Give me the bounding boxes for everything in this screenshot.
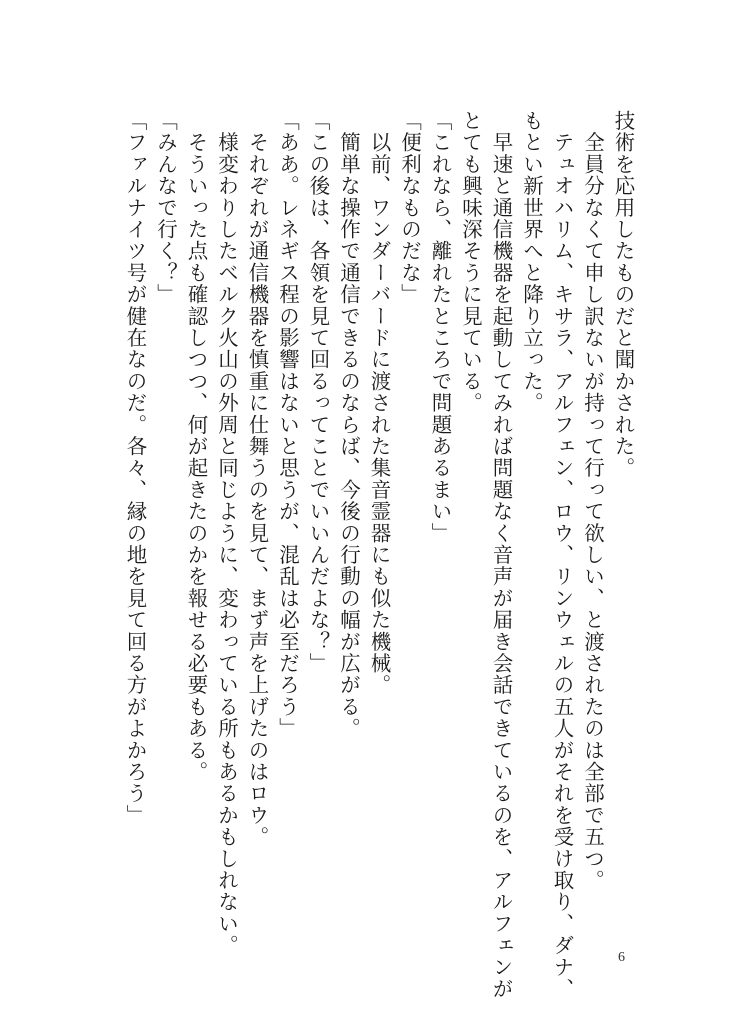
text-line: そういった点も確認しつつ、何が起きたのかを報せる必要もある。	[184, 110, 208, 783]
text-line: 「ああ。レネギス程の影響はないと思うが、混乱は必至だろう」	[275, 110, 300, 740]
text-line: 早速と通信機器を起動してみれば問題なく音声が届き会話できているのを、アルフェンが	[489, 110, 513, 1000]
text-line: テュオハリム、キサラ、アルフェン、ロウ、リンウェルの五人がそれを受け取り、ダナ、	[550, 110, 574, 1000]
text-line: 簡単な操作で通信できるのならば、今後の行動の幅が広がる。	[336, 110, 361, 740]
text-line: 「便利なものだな」	[397, 110, 422, 306]
text-line: 様変わりしたベルク火山の外周と同じように、変わっている所もあるかもしれない。	[214, 110, 239, 957]
text-line: 「この後は、各領を見て回るってことでいいんだよな？」	[306, 110, 330, 675]
text-line: 「ファルナイツ号が健在なのだ。各々、縁の地を見て回る方がよかろう」	[123, 110, 147, 827]
text-line: 全員分なくて申し訳ないが持って行って欲しい、と渡されたのは全部で五つ。	[580, 110, 605, 892]
text-line: 技術を応用したものだと聞かされた。	[611, 110, 635, 479]
vertical-text-body	[120, 110, 639, 1000]
text-line: 「これなら、離れたところで問題あるまい」	[428, 110, 452, 544]
text-line: とても興味深そうに見ている。	[458, 110, 483, 414]
text-line: 以前、ワンダーバードに渡された集音霊器にも似た機械。	[367, 110, 391, 696]
text-line: 「みんなで行く？」	[153, 110, 178, 306]
text-line: もとい新世界へと降り立った。	[519, 110, 544, 414]
page-number: 6	[618, 950, 625, 965]
text-line: それぞれが通信機器を慎重に仕舞うのを見て、まず声を上げたのはロウ。	[245, 110, 269, 848]
